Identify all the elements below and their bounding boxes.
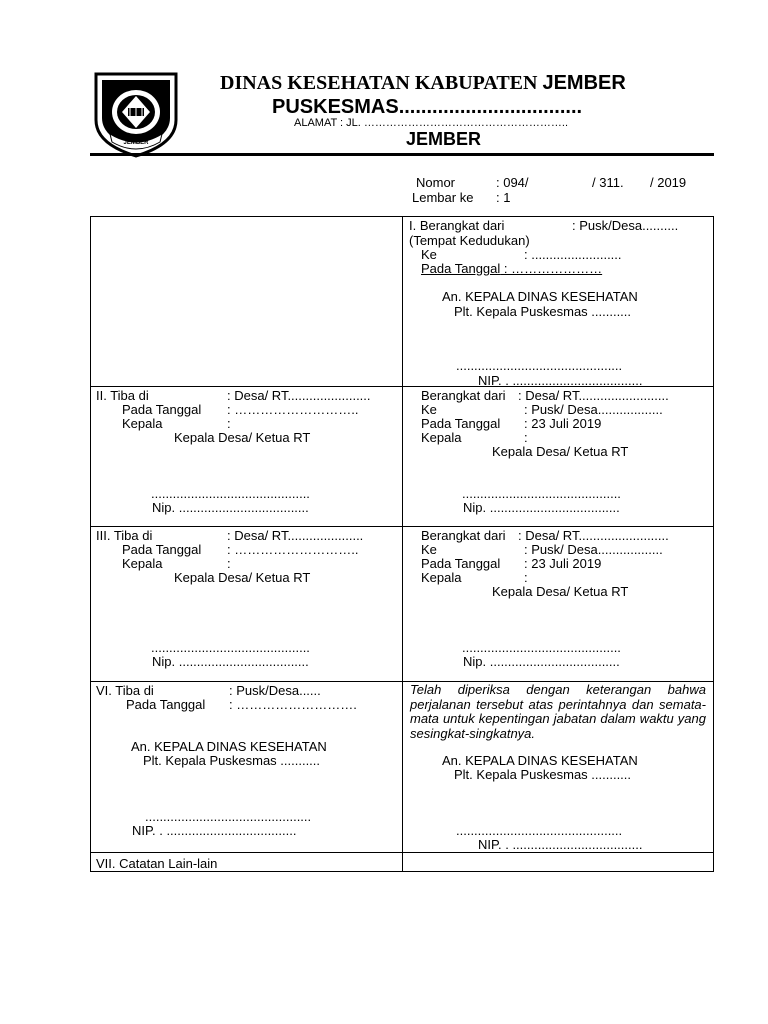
s2-tiba-label: II. Tiba di [96, 388, 149, 403]
city-name: JEMBER [406, 129, 482, 149]
s3-kepala-desa: Kepala Desa/ Ketua RT [174, 570, 311, 585]
jember-regency-logo [90, 72, 182, 158]
s6r-plt: Plt. Kepala Puskesmas ........... [454, 767, 632, 782]
nomor-year: / 2019 [650, 175, 687, 190]
s2-tanggal-value: : ……………………….. [227, 402, 359, 417]
s3r-ke-label: Ke [421, 542, 437, 557]
s2r-kepala-label: Kepala [421, 430, 462, 445]
s3-kepala-value: : [227, 556, 231, 571]
s3-tiba-label: III. Tiba di [96, 528, 153, 543]
s2r-berangkat-value: : Desa/ RT......................... [518, 388, 669, 403]
s3-signature-line: ............................................ [151, 640, 310, 655]
s6-plt: Plt. Kepala Puskesmas ........... [143, 753, 321, 768]
s2r-ke-value: : Pusk/ Desa.................. [524, 402, 663, 417]
s2r-tanggal-label: Pada Tanggal [421, 416, 501, 431]
s2r-signature-line: ............................................ [462, 486, 621, 501]
s2r-tanggal-value: : 23 Juli 2019 [524, 416, 602, 431]
s3-kepala-label: Kepala [122, 556, 163, 571]
s2-kepala-desa: Kepala Desa/ Ketua RT [174, 430, 311, 445]
s1-ke-value: : ......................... [524, 247, 622, 262]
s1-berangkat-label: I. Berangkat dari [409, 218, 505, 233]
cell-1-left [90, 216, 403, 387]
s6-an: An. KEPALA DINAS KESEHATAN [131, 739, 327, 754]
s2r-nip: Nip. .................................... [463, 500, 620, 515]
s1-tanggal: Pada Tanggal : ………………… [421, 261, 603, 276]
s2r-kepala-desa: Kepala Desa/ Ketua RT [492, 444, 629, 459]
s2r-kepala-value: : [524, 430, 528, 445]
s6r-an: An. KEPALA DINAS KESEHATAN [442, 753, 638, 768]
nomor-label: Nomor [416, 175, 456, 190]
s3r-nip: Nip. .................................... [463, 654, 620, 669]
s2r-ke-label: Ke [421, 402, 437, 417]
s2-kepala-value: : [227, 416, 231, 431]
lembar-label: Lembar ke [412, 190, 474, 205]
s6-nip: NIP. . .................................... [132, 823, 297, 838]
s3-tiba-value: : Desa/ RT..................... [227, 528, 364, 543]
s1-ke-label: Ke [421, 247, 437, 262]
s3r-berangkat-label: Berangkat dari [421, 528, 506, 543]
lembar-value: : 1 [496, 190, 511, 205]
s2-tanggal-label: Pada Tanggal [122, 402, 202, 417]
s6-signature-line: .............................................. [145, 809, 312, 824]
s6-tiba-label: VI. Tiba di [96, 683, 154, 698]
s7-label: VII. Catatan Lain-lain [96, 856, 218, 871]
s3r-tanggal-value: : 23 Juli 2019 [524, 556, 602, 571]
s1-plt: Plt. Kepala Puskesmas ........... [454, 304, 632, 319]
nomor-code: / 311. [592, 175, 624, 190]
s6r-nip: NIP. . .................................... [478, 837, 643, 852]
s2-tiba-value: : Desa/ RT....................... [227, 388, 371, 403]
s1-an: An. KEPALA DINAS KESEHATAN [442, 289, 638, 304]
svg-text:JEMBER: JEMBER [123, 140, 149, 146]
agency-name: DINAS KESEHATAN KABUPATEN JEMBER [220, 72, 626, 94]
s6r-signature-line: .............................................. [456, 823, 623, 838]
s3-tanggal-label: Pada Tanggal [122, 542, 202, 557]
s1-tempat: (Tempat Kedudukan) [409, 233, 530, 248]
s3r-kepala-label: Kepala [421, 570, 462, 585]
s3r-signature-line: ............................................ [462, 640, 621, 655]
address: ALAMAT : JL. ……………………………………………….. [294, 117, 569, 129]
s6-tanggal-label: Pada Tanggal [126, 697, 206, 712]
cell-7-right [402, 852, 714, 872]
header-rule [90, 153, 714, 156]
s3-nip: Nip. .................................... [152, 654, 309, 669]
s3r-ke-value: : Pusk/ Desa.................. [524, 542, 663, 557]
s3r-berangkat-value: : Desa/ RT......................... [518, 528, 669, 543]
s3r-tanggal-label: Pada Tanggal [421, 556, 501, 571]
s1-berangkat-value: : Pusk/Desa.......... [572, 218, 679, 233]
s6-tiba-value: : Pusk/Desa...... [229, 683, 321, 698]
s1-signature-line: .............................................. [456, 358, 623, 373]
s1-nip: NIP. . .................................... [478, 373, 643, 388]
s2-signature-line: ............................................ [151, 486, 310, 501]
s6r-statement: Telah diperiksa dengan keterangan bahwa perjalanan tersebut atas perintahnya dan semata-mata untuk kepentingan jabatan dalam waktu yang sesingkat-singkatnya. [410, 682, 706, 741]
s3r-kepala-desa: Kepala Desa/ Ketua RT [492, 584, 629, 599]
s6-tanggal-value: : ………………………. [229, 697, 357, 712]
s2r-berangkat-label: Berangkat dari [421, 388, 506, 403]
nomor-value: : 094/ [496, 175, 529, 190]
s2-kepala-label: Kepala [122, 416, 163, 431]
s2-nip: Nip. .................................... [152, 500, 309, 515]
s3-tanggal-value: : ……………………….. [227, 542, 359, 557]
s3r-kepala-value: : [524, 570, 528, 585]
puskesmas-name: PUSKESMAS................................. [272, 96, 583, 118]
